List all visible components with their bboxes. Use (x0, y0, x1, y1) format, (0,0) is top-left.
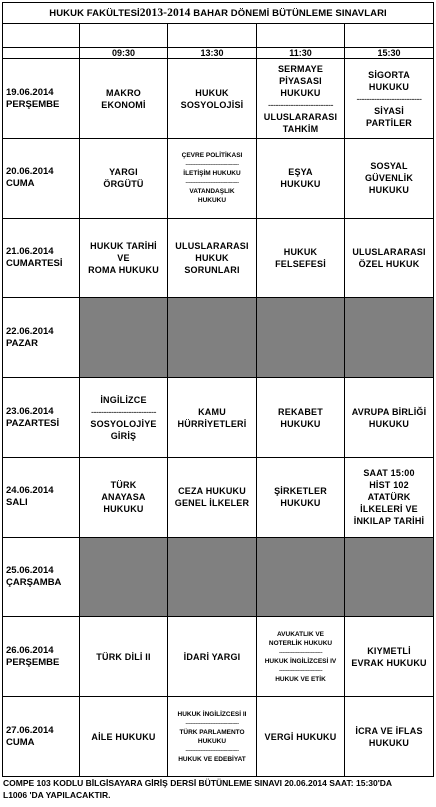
course-line: GENEL İLKELER (174, 498, 250, 509)
exam-cell (257, 697, 345, 777)
exam-cell (168, 218, 257, 298)
course-line: FELSEFESİ (275, 259, 326, 270)
course-line: HUKUKU (368, 81, 410, 92)
date-cell (3, 457, 80, 537)
blank-cell (345, 24, 434, 48)
course-line: HÜRRİYETLERİ (177, 418, 247, 429)
course-line: SOSYOLOJİSİ (180, 99, 244, 110)
course-line: HUKUK (283, 247, 318, 258)
course-line: İLKELERİ VE (360, 504, 418, 515)
course-line: HUKUKU (197, 197, 227, 205)
date-cell (3, 298, 80, 378)
course-line: TÜRK PARLAMENTO (179, 728, 245, 736)
course-line: HUKUK (195, 87, 229, 98)
schedule-body (3, 3, 434, 777)
course-line: AİLE HUKUKU (91, 731, 156, 742)
course-line: ŞİRKETLER (274, 486, 327, 497)
course-separator: -------------------------- (278, 666, 323, 674)
exam-cell (345, 617, 434, 697)
course-line: TÜRK DİLİ II (96, 651, 151, 662)
course-line: ULUSLARARASI (352, 247, 426, 258)
exam-cell (80, 617, 168, 697)
course-line: VE (117, 253, 130, 264)
course-line: GÜVENLİK (364, 173, 414, 184)
date-text: 21.06.2014 (6, 246, 54, 258)
weekday-text: PERŞEMBE (6, 656, 60, 668)
course-line: EVRAK HUKUKU (351, 657, 427, 668)
weekday-text: SALI (6, 497, 28, 509)
course-line: HUKUKU (368, 185, 410, 196)
blank-header-row (3, 24, 434, 48)
course-line: HUKUKU (368, 418, 410, 429)
exam-cell (80, 697, 168, 777)
course-line: HUKUK VE EDEBİYAT (178, 755, 246, 763)
date-text: 19.06.2014 (6, 86, 54, 98)
exam-cell (345, 457, 434, 537)
time-corner-cell (3, 47, 80, 58)
date-cell (3, 59, 80, 139)
weekday-text: ÇARŞAMBA (6, 577, 62, 589)
course-line: HİST 102 (369, 480, 409, 491)
course-line: SOSYOLOJİYE (90, 418, 157, 429)
course-line: TÜRK (110, 480, 137, 491)
course-line: İNKILAP TARİHİ (353, 516, 425, 527)
date-cell (3, 537, 80, 617)
course-line: SAAT 15:00 (363, 468, 415, 479)
course-line: MAKRO (106, 87, 141, 98)
course-line: İDARİ YARGI (183, 651, 241, 662)
course-line: SİYASİ (374, 105, 404, 116)
course-line: İNGİLİZCE (100, 394, 147, 405)
exam-cell (345, 378, 434, 458)
course-line: EŞYA (288, 167, 313, 178)
holiday-cell (80, 298, 168, 378)
title-row (3, 3, 434, 24)
course-separator: -------------------------- (278, 648, 323, 656)
course-line: İLETİŞİM HUKUKU (183, 170, 241, 178)
exam-cell (80, 378, 168, 458)
exam-cell (257, 378, 345, 458)
course-line: CEZA HUKUKU (178, 486, 246, 497)
course-separator: -------------------------- (91, 406, 156, 417)
exam-cell (80, 457, 168, 537)
exam-cell (257, 617, 345, 697)
holiday-cell (168, 298, 257, 378)
course-line: HUKUKU (368, 737, 410, 748)
date-cell (3, 697, 80, 777)
course-line: YARGI (109, 167, 138, 178)
course-separator: -------------------------- (356, 93, 422, 104)
date-text: 20.06.2014 (6, 166, 54, 178)
holiday-cell (168, 537, 257, 617)
course-line: SERMAYE (277, 63, 324, 74)
date-text: 27.06.2014 (6, 724, 54, 736)
day-row (3, 617, 434, 697)
weekday-text: CUMARTESİ (6, 258, 63, 270)
course-line: HUKUK (195, 253, 229, 264)
time-header: 13:30 (168, 47, 257, 58)
course-separator: -------------------------- (268, 99, 333, 110)
exam-cell (345, 218, 434, 298)
schedule-title (3, 3, 434, 24)
day-row (3, 457, 434, 537)
exam-cell (80, 59, 168, 139)
exam-cell (257, 218, 345, 298)
course-line: VATANDAŞLIK (189, 188, 235, 196)
day-row (3, 138, 434, 218)
day-row (3, 218, 434, 298)
exam-cell (345, 138, 434, 218)
course-line: PARTİLER (366, 117, 412, 128)
day-row (3, 298, 434, 378)
course-line: TAHKİM (282, 123, 319, 134)
exam-schedule-table (2, 2, 434, 777)
date-text: 22.06.2014 (6, 325, 54, 337)
title-years: 2013-2014 (139, 7, 191, 20)
date-cell (3, 617, 80, 697)
blank-cell (3, 24, 80, 48)
weekday-text: PERŞEMBE (6, 98, 60, 110)
blank-cell (168, 24, 257, 48)
date-text: 26.06.2014 (6, 644, 54, 656)
exam-cell (168, 59, 257, 139)
course-line: ROMA HUKUKU (88, 265, 159, 276)
exam-cell (168, 697, 257, 777)
date-cell (3, 378, 80, 458)
holiday-cell (257, 298, 345, 378)
course-separator: -------------------------------- (185, 719, 239, 727)
weekday-text: PAZARTESİ (6, 417, 60, 429)
exam-cell (257, 59, 345, 139)
title-suffix: BAHAR DÖNEMİ BÜTÜNLEME SINAVLARI (190, 8, 387, 20)
exam-cell (345, 59, 434, 139)
course-line: HUKUKU (280, 418, 321, 429)
holiday-cell (345, 537, 434, 617)
time-header-row (3, 47, 434, 58)
course-line: SOSYAL (370, 161, 408, 172)
day-row (3, 59, 434, 139)
course-line: ULUSLARARASI (175, 241, 249, 252)
holiday-cell (345, 298, 434, 378)
course-line: KAMU (198, 406, 226, 417)
date-cell (3, 138, 80, 218)
course-line: HUKUK İNGİLİZCESİ II (177, 710, 247, 718)
date-cell (3, 218, 80, 298)
footer-note (2, 777, 433, 805)
exam-cell (257, 457, 345, 537)
date-text: 25.06.2014 (6, 565, 54, 577)
exam-cell (345, 697, 434, 777)
time-header: 09:30 (80, 47, 168, 58)
exam-cell (80, 138, 168, 218)
course-line: HUKUKU (197, 737, 227, 745)
title-prefix: HUKUK FAKÜLTESİ (49, 8, 140, 20)
course-line: GİRİŞ (110, 430, 137, 441)
course-line: EKONOMİ (101, 99, 146, 110)
course-line: HUKUKU (280, 498, 321, 509)
blank-cell (80, 24, 168, 48)
time-header: 15:30 (345, 47, 434, 58)
course-line: PİYASASI (279, 75, 322, 86)
course-line: HUKUKU (280, 179, 321, 190)
course-line: ÇEVRE POLİTİKASI (181, 152, 243, 160)
holiday-cell (257, 537, 345, 617)
course-line: HUKUKU (280, 87, 321, 98)
date-text: 24.06.2014 (6, 485, 54, 497)
course-line: ÖZEL HUKUK (358, 259, 420, 270)
course-separator: -------------------------------- (185, 746, 239, 754)
time-header: 11:30 (257, 47, 345, 58)
course-line: REKABET (278, 406, 323, 417)
course-line: SİGORTA (368, 69, 410, 80)
course-line: SORUNLARI (184, 265, 240, 276)
course-line: ULUSLARARASI (263, 111, 338, 122)
date-text: 23.06.2014 (6, 405, 54, 417)
holiday-cell (80, 537, 168, 617)
footer-line-1: COMPE 103 KODLU BİLGİSAYARA GİRİŞ DERSİ BÜTÜNLEME SINAVI 20.06.2014 SAAT: 15:30'DA (3, 778, 393, 788)
course-line: HUKUK VE ETİK (275, 675, 326, 683)
exam-cell (168, 457, 257, 537)
course-line: HUKUK TARİHİ (90, 241, 157, 252)
course-separator: -------------------------------- (185, 179, 239, 187)
exam-cell (257, 138, 345, 218)
course-line: VERGİ HUKUKU (264, 731, 337, 742)
exam-cell (80, 218, 168, 298)
course-line: HUKUK İNGİLİZCESİ IV (264, 657, 337, 665)
course-line: ATATÜRK (367, 492, 411, 503)
exam-cell (168, 138, 257, 218)
weekday-text: CUMA (6, 178, 35, 190)
exam-cell (168, 617, 257, 697)
course-line: AVRUPA BİRLİĞİ (351, 406, 427, 417)
footer-line-2: L1006 'DA YAPILACAKTIR. (3, 790, 111, 800)
weekday-text: PAZAR (6, 337, 39, 349)
exam-cell (168, 378, 257, 458)
course-line: NOTERLİK HUKUKU (268, 639, 333, 647)
course-line: KIYMETLİ (367, 645, 411, 656)
course-line: İCRA VE İFLAS (355, 725, 423, 736)
weekday-text: CUMA (6, 736, 35, 748)
day-row (3, 697, 434, 777)
course-line: ÖRGÜTÜ (103, 179, 144, 190)
blank-cell (257, 24, 345, 48)
course-line: AVUKATLIK VE (276, 630, 325, 638)
course-line: ANAYASA (101, 492, 146, 503)
course-line: HUKUKU (103, 504, 144, 515)
day-row (3, 378, 434, 458)
day-row (3, 537, 434, 617)
course-separator: -------------------------------- (185, 161, 239, 169)
